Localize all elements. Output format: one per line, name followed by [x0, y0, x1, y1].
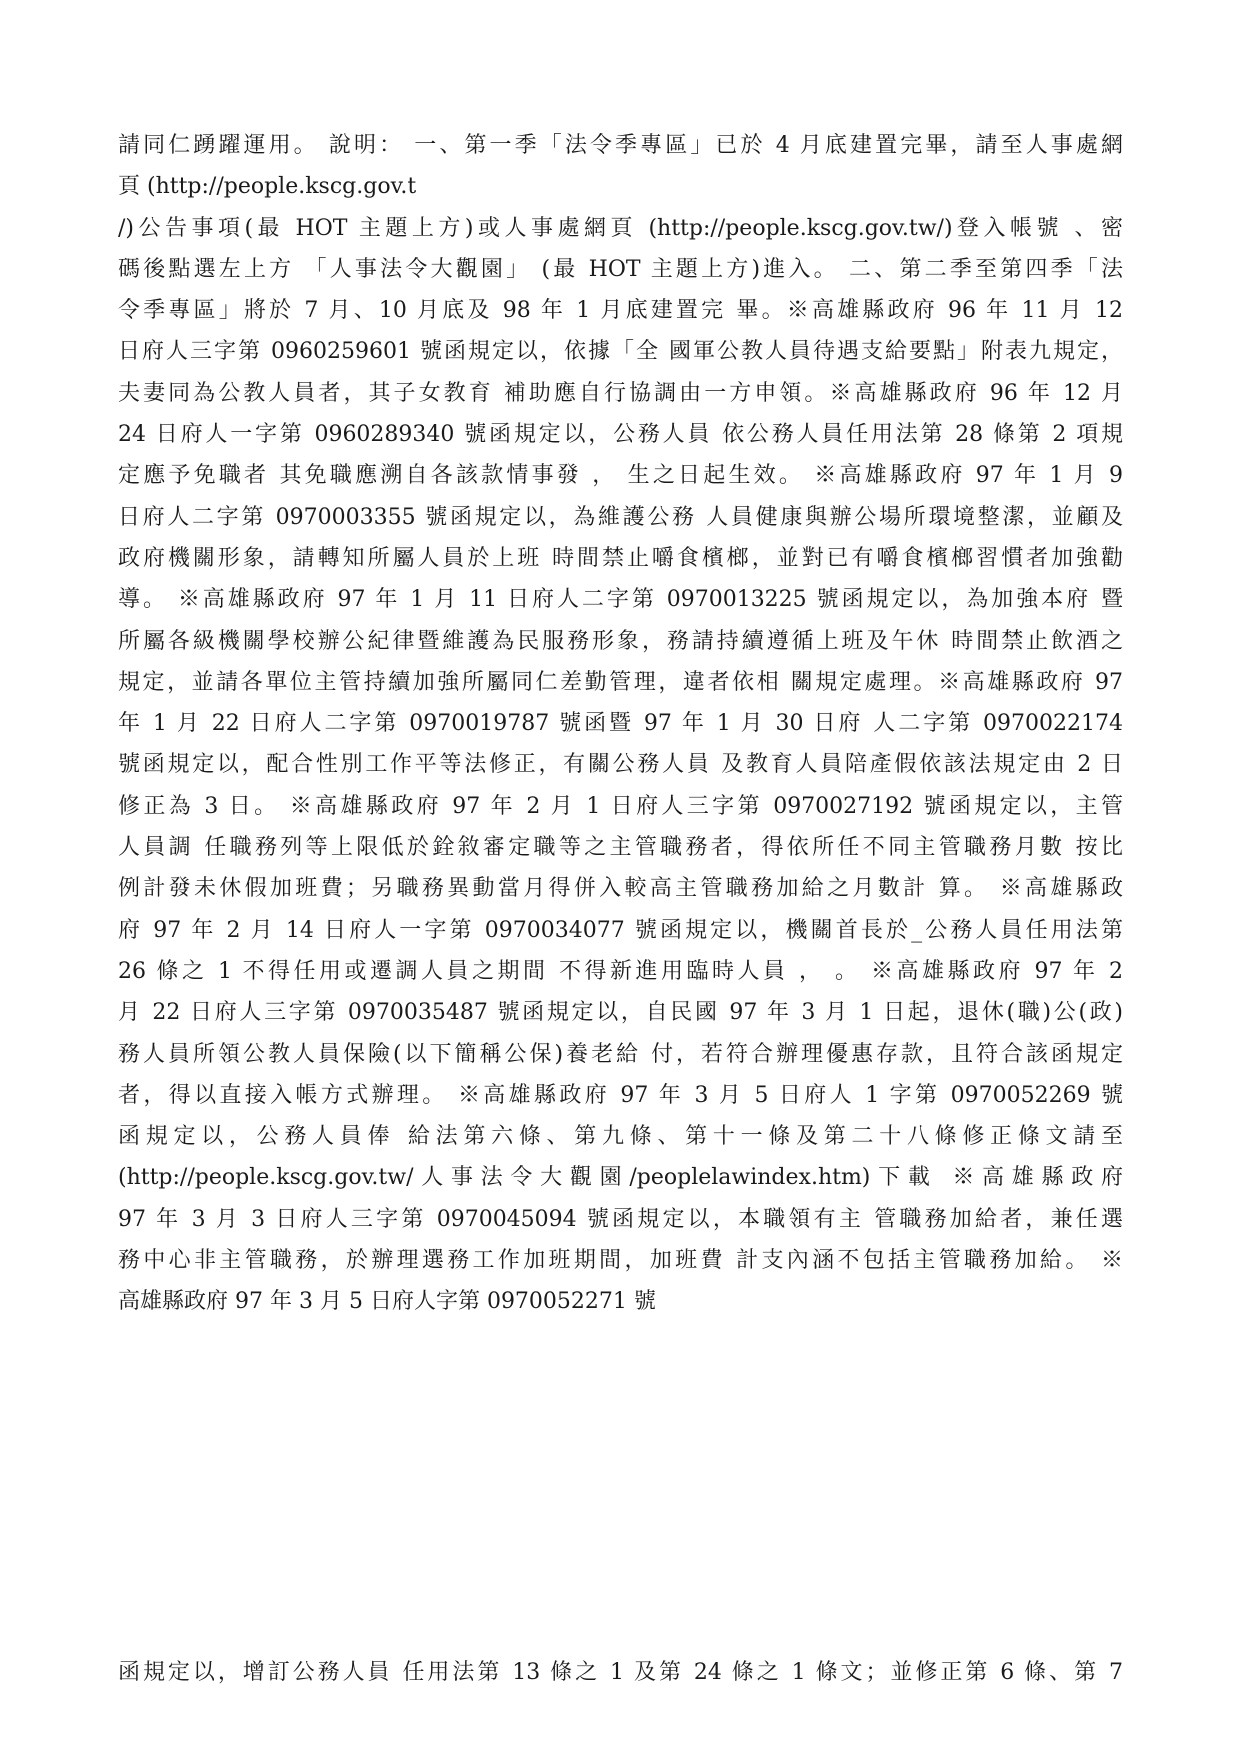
text-line: 函規定以，公務人員俸 給法第六條、第九條、第十一條及第二十八條修正條文請至	[118, 1124, 1123, 1150]
text-line: 者，得以直接入帳方式辦理。 ※高雄縣政府 97 年 3 月 5 日府人 1 字第 0970052269 號	[118, 1082, 1123, 1108]
text-line: 導。 ※高雄縣政府 97 年 1 月 11 日府人二字第 0970013225 號函規定以，為加強本府 暨	[118, 587, 1123, 613]
text-line: 定應予免職者 其免職應溯自各該款情事發 ， 生之日起生效。 ※高雄縣政府 97 年 1 月 9	[118, 463, 1123, 489]
text-line: 日府人二字第 0970003355 號函規定以，為維護公務 人員健康與辦公場所環境整潔，並顧及	[118, 504, 1123, 530]
text-line: 請同仁踴躍運用。 說明： 一、第一季「法令季專區」已於 4 月底建置完畢，請至人事處網	[118, 133, 1123, 158]
text-line: 日府人三字第 0960259601 號函規定以，依據「全 國軍公教人員待遇支給要點」附表九規定，	[118, 339, 1123, 365]
text-line: 府 97 年 2 月 14 日府人一字第 0970034077 號函規定以，機關首長於_公務人員任用法第	[118, 917, 1123, 943]
text-line: 年 1 月 22 日府人二字第 0970019787 號函暨 97 年 1 月 30 日府 人二字第 0970022174	[118, 711, 1123, 737]
text-line: 修正為 3 日。 ※高雄縣政府 97 年 2 月 1 日府人三字第 0970027192 號函規定以，主管	[118, 793, 1123, 819]
text-line: 令季專區」將於 7 月、10 月底及 98 年 1 月底建置完 畢。※高雄縣政府 96 年 11 月 12	[118, 298, 1123, 324]
text-line: 人員調 任職務列等上限低於銓敘審定職等之主管職務者，得依所任不同主管職務月數 按比	[118, 835, 1123, 861]
text-line: (http://people.kscg.gov.tw/人事法令大觀園/peoplelawindex.htm)下載 ※高雄縣政府	[118, 1165, 1123, 1191]
text-line: 號函規定以，配合性別工作平等法修正，有關公務人員 及教育人員陪產假依該法規定由 2 日	[118, 752, 1123, 778]
text-line: 97 年 3 月 3 日府人三字第 0970045094 號函規定以，本職領有主 管職務加給者，兼任選	[118, 1206, 1123, 1232]
text-line: /)公告事項(最 HOT 主題上方)或人事處網頁 (http://people.kscg.gov.tw/)登入帳號 、密	[118, 215, 1123, 241]
text-line: 務人員所領公教人員保險(以下簡稱公保)養老給 付，若符合辦理優惠存款，且符合該函規定	[118, 1041, 1123, 1067]
text-line: 所屬各級機關學校辦公紀律暨維護為民服務形象，務請持續遵循上班及午休 時間禁止飲酒之	[118, 628, 1123, 654]
text-line: 務中心非主管職務，於辦理選務工作加班期間，加班費 計支內涵不包括主管職務加給。 ※	[118, 1248, 1123, 1274]
text-line: 頁 (http://people.kscg.gov.t	[118, 174, 417, 200]
text-line: 26 條之 1 不得任用或遷調人員之期間 不得新進用臨時人員 ， 。 ※高雄縣政府 97 年 2	[118, 958, 1123, 984]
text-line: 規定，並請各單位主管持續加強所屬同仁差勤管理，違者依相 關規定處理。※高雄縣政府 97	[118, 669, 1123, 695]
text-line: 高雄縣政府 97 年 3 月 5 日府人字第 0970052271 號	[118, 1289, 656, 1315]
text-line: 夫妻同為公教人員者，其子女教育 補助應自行協調由一方申領。※高雄縣政府 96 年 12 月	[118, 380, 1123, 406]
text-line: 月 22 日府人三字第 0970035487 號函規定以，自民國 97 年 3 月 1 日起，退休(職)公(政)	[118, 1000, 1124, 1026]
text-line: 碼後點選左上方 「人事法令大觀園」 (最 HOT 主題上方)進入。 二、第二季至第四季「法	[118, 256, 1123, 282]
text-line: 函規定以，增訂公務人員 任用法第 13 條之 1 及第 24 條之 1 條文；並修正第 6 條、第 7	[118, 1660, 1123, 1685]
text-line: 政府機關形象，請轉知所屬人員於上班 時間禁止嚼食檳榔，並對已有嚼食檳榔習慣者加強勸	[118, 545, 1123, 571]
text-line: 例計發未休假加班費；另職務異動當月得併入較高主管職務加給之月數計 算。 ※高雄縣政	[118, 876, 1123, 902]
text-line: 24 日府人一字第 0960289340 號函規定以，公務人員 依公務人員任用法第 28 條第 2 項規	[118, 422, 1123, 448]
continued-paragraph	[118, 1652, 1123, 1693]
main-paragraph	[118, 125, 1123, 1323]
